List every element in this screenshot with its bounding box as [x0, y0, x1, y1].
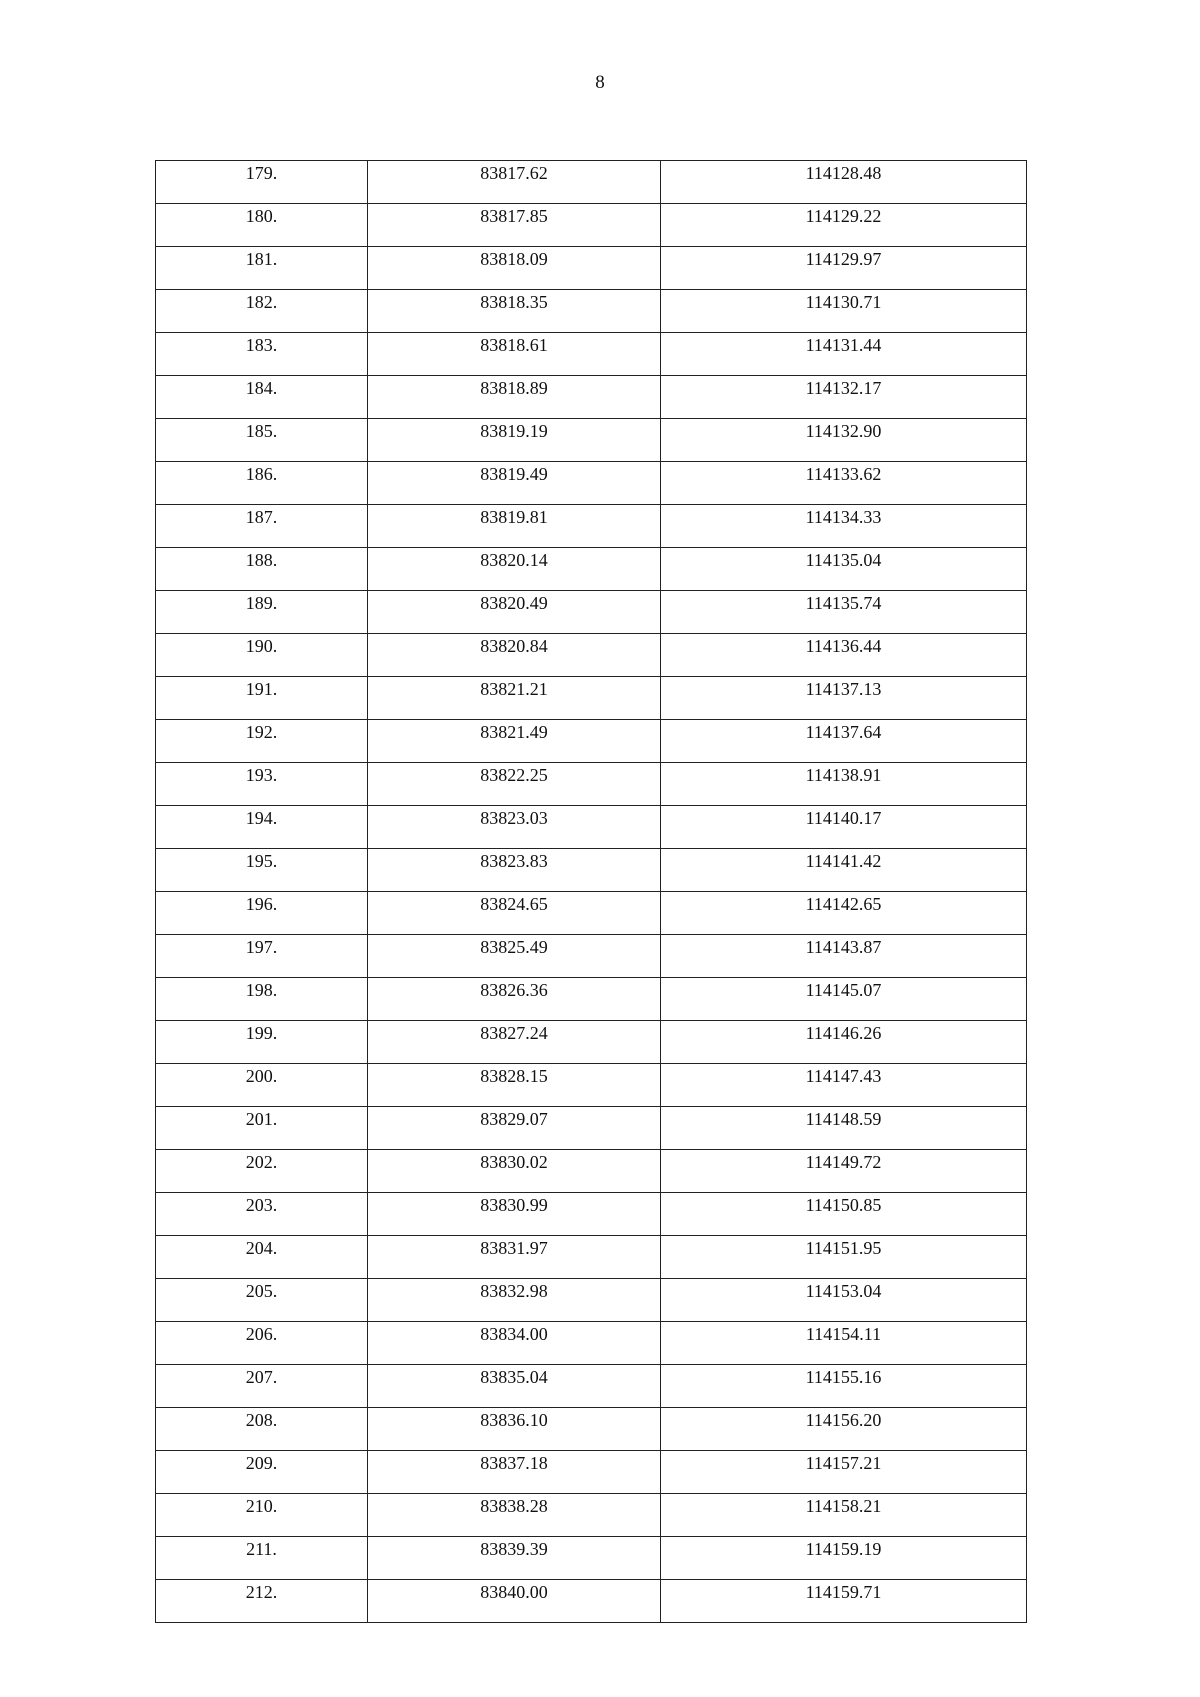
y-coordinate-cell: 114128.48 — [661, 161, 1027, 204]
x-coordinate-cell: 83821.49 — [368, 720, 661, 763]
x-coordinate-cell: 83840.00 — [368, 1580, 661, 1623]
x-coordinate-cell: 83831.97 — [368, 1236, 661, 1279]
point-number-cell: 193. — [156, 763, 368, 806]
table-row — [156, 1494, 1027, 1537]
x-coordinate-cell: 83829.07 — [368, 1107, 661, 1150]
table-row — [156, 333, 1027, 376]
y-coordinate-cell: 114153.04 — [661, 1279, 1027, 1322]
table-row — [156, 1236, 1027, 1279]
y-coordinate-cell: 114136.44 — [661, 634, 1027, 677]
point-number-cell: 180. — [156, 204, 368, 247]
y-coordinate-cell: 114135.74 — [661, 591, 1027, 634]
y-coordinate-cell: 114159.71 — [661, 1580, 1027, 1623]
point-number-cell: 196. — [156, 892, 368, 935]
y-coordinate-cell: 114132.17 — [661, 376, 1027, 419]
table-row — [156, 1451, 1027, 1494]
y-coordinate-cell: 114131.44 — [661, 333, 1027, 376]
x-coordinate-cell: 83827.24 — [368, 1021, 661, 1064]
table-row — [156, 1107, 1027, 1150]
coordinates-table-body — [156, 161, 1027, 1623]
point-number-cell: 190. — [156, 634, 368, 677]
x-coordinate-cell: 83835.04 — [368, 1365, 661, 1408]
table-row — [156, 1021, 1027, 1064]
table-row — [156, 806, 1027, 849]
table-row — [156, 376, 1027, 419]
x-coordinate-cell: 83834.00 — [368, 1322, 661, 1365]
point-number-cell: 194. — [156, 806, 368, 849]
y-coordinate-cell: 114130.71 — [661, 290, 1027, 333]
y-coordinate-cell: 114149.72 — [661, 1150, 1027, 1193]
y-coordinate-cell: 114135.04 — [661, 548, 1027, 591]
point-number-cell: 186. — [156, 462, 368, 505]
point-number-cell: 192. — [156, 720, 368, 763]
table-row — [156, 161, 1027, 204]
x-coordinate-cell: 83838.28 — [368, 1494, 661, 1537]
table-row — [156, 1322, 1027, 1365]
x-coordinate-cell: 83823.83 — [368, 849, 661, 892]
table-row — [156, 505, 1027, 548]
point-number-cell: 181. — [156, 247, 368, 290]
point-number-cell: 187. — [156, 505, 368, 548]
x-coordinate-cell: 83839.39 — [368, 1537, 661, 1580]
table-row — [156, 1580, 1027, 1623]
point-number-cell: 179. — [156, 161, 368, 204]
page-number: 8 — [595, 72, 605, 93]
table-row — [156, 763, 1027, 806]
x-coordinate-cell: 83830.99 — [368, 1193, 661, 1236]
point-number-cell: 195. — [156, 849, 368, 892]
y-coordinate-cell: 114156.20 — [661, 1408, 1027, 1451]
x-coordinate-cell: 83819.49 — [368, 462, 661, 505]
x-coordinate-cell: 83818.35 — [368, 290, 661, 333]
point-number-cell: 208. — [156, 1408, 368, 1451]
y-coordinate-cell: 114148.59 — [661, 1107, 1027, 1150]
x-coordinate-cell: 83832.98 — [368, 1279, 661, 1322]
x-coordinate-cell: 83825.49 — [368, 935, 661, 978]
point-number-cell: 200. — [156, 1064, 368, 1107]
y-coordinate-cell: 114147.43 — [661, 1064, 1027, 1107]
table-row — [156, 720, 1027, 763]
y-coordinate-cell: 114133.62 — [661, 462, 1027, 505]
point-number-cell: 210. — [156, 1494, 368, 1537]
point-number-cell: 209. — [156, 1451, 368, 1494]
table-row — [156, 419, 1027, 462]
table-row — [156, 1408, 1027, 1451]
y-coordinate-cell: 114129.22 — [661, 204, 1027, 247]
table-row — [156, 978, 1027, 1021]
y-coordinate-cell: 114150.85 — [661, 1193, 1027, 1236]
y-coordinate-cell: 114151.95 — [661, 1236, 1027, 1279]
table-row — [156, 677, 1027, 720]
y-coordinate-cell: 114154.11 — [661, 1322, 1027, 1365]
x-coordinate-cell: 83821.21 — [368, 677, 661, 720]
y-coordinate-cell: 114137.13 — [661, 677, 1027, 720]
x-coordinate-cell: 83820.14 — [368, 548, 661, 591]
point-number-cell: 183. — [156, 333, 368, 376]
table-row — [156, 1279, 1027, 1322]
table-row — [156, 290, 1027, 333]
x-coordinate-cell: 83837.18 — [368, 1451, 661, 1494]
table-row — [156, 247, 1027, 290]
x-coordinate-cell: 83824.65 — [368, 892, 661, 935]
point-number-cell: 203. — [156, 1193, 368, 1236]
coordinates-table — [155, 160, 1027, 1623]
point-number-cell: 206. — [156, 1322, 368, 1365]
y-coordinate-cell: 114159.19 — [661, 1537, 1027, 1580]
y-coordinate-cell: 114155.16 — [661, 1365, 1027, 1408]
point-number-cell: 205. — [156, 1279, 368, 1322]
x-coordinate-cell: 83820.84 — [368, 634, 661, 677]
x-coordinate-cell: 83822.25 — [368, 763, 661, 806]
x-coordinate-cell: 83826.36 — [368, 978, 661, 1021]
table-row — [156, 1537, 1027, 1580]
x-coordinate-cell: 83818.89 — [368, 376, 661, 419]
table-row — [156, 204, 1027, 247]
y-coordinate-cell: 114138.91 — [661, 763, 1027, 806]
y-coordinate-cell: 114140.17 — [661, 806, 1027, 849]
table-row — [156, 1193, 1027, 1236]
x-coordinate-cell: 83818.61 — [368, 333, 661, 376]
table-row — [156, 1150, 1027, 1193]
table-row — [156, 892, 1027, 935]
table-row — [156, 935, 1027, 978]
y-coordinate-cell: 114129.97 — [661, 247, 1027, 290]
x-coordinate-cell: 83836.10 — [368, 1408, 661, 1451]
y-coordinate-cell: 114146.26 — [661, 1021, 1027, 1064]
table-row — [156, 548, 1027, 591]
x-coordinate-cell: 83819.81 — [368, 505, 661, 548]
point-number-cell: 207. — [156, 1365, 368, 1408]
y-coordinate-cell: 114145.07 — [661, 978, 1027, 1021]
x-coordinate-cell: 83823.03 — [368, 806, 661, 849]
point-number-cell: 191. — [156, 677, 368, 720]
point-number-cell: 185. — [156, 419, 368, 462]
x-coordinate-cell: 83818.09 — [368, 247, 661, 290]
x-coordinate-cell: 83819.19 — [368, 419, 661, 462]
y-coordinate-cell: 114142.65 — [661, 892, 1027, 935]
x-coordinate-cell: 83830.02 — [368, 1150, 661, 1193]
point-number-cell: 184. — [156, 376, 368, 419]
y-coordinate-cell: 114143.87 — [661, 935, 1027, 978]
table-row — [156, 849, 1027, 892]
point-number-cell: 182. — [156, 290, 368, 333]
point-number-cell: 199. — [156, 1021, 368, 1064]
y-coordinate-cell: 114132.90 — [661, 419, 1027, 462]
point-number-cell: 204. — [156, 1236, 368, 1279]
x-coordinate-cell: 83828.15 — [368, 1064, 661, 1107]
x-coordinate-cell: 83820.49 — [368, 591, 661, 634]
point-number-cell: 188. — [156, 548, 368, 591]
table-row — [156, 1064, 1027, 1107]
x-coordinate-cell: 83817.85 — [368, 204, 661, 247]
point-number-cell: 189. — [156, 591, 368, 634]
y-coordinate-cell: 114141.42 — [661, 849, 1027, 892]
point-number-cell: 211. — [156, 1537, 368, 1580]
table-row — [156, 591, 1027, 634]
point-number-cell: 198. — [156, 978, 368, 1021]
table-row — [156, 462, 1027, 505]
point-number-cell: 212. — [156, 1580, 368, 1623]
x-coordinate-cell: 83817.62 — [368, 161, 661, 204]
table-row — [156, 1365, 1027, 1408]
y-coordinate-cell: 114157.21 — [661, 1451, 1027, 1494]
y-coordinate-cell: 114137.64 — [661, 720, 1027, 763]
point-number-cell: 202. — [156, 1150, 368, 1193]
point-number-cell: 201. — [156, 1107, 368, 1150]
y-coordinate-cell: 114158.21 — [661, 1494, 1027, 1537]
point-number-cell: 197. — [156, 935, 368, 978]
table-row — [156, 634, 1027, 677]
y-coordinate-cell: 114134.33 — [661, 505, 1027, 548]
